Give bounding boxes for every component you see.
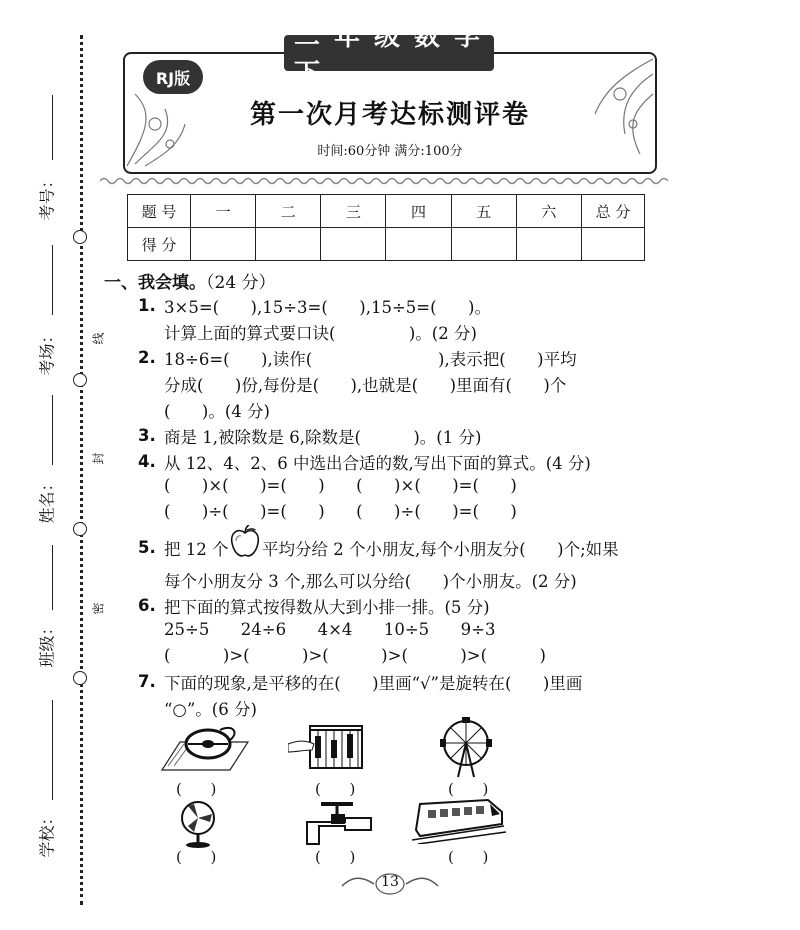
table-cell: 三: [321, 195, 386, 228]
page-number-ornament: [340, 870, 440, 898]
binding-hole: [73, 522, 87, 536]
q6-line-a: 把下面的算式按得数从大到小排一排。(5 分): [164, 598, 490, 617]
q5-line-a-pre: 把 12 个: [164, 540, 229, 559]
score-cell[interactable]: [582, 228, 645, 261]
seal-char-line: 线: [91, 332, 106, 345]
binding-hole: [73, 230, 87, 244]
score-cell[interactable]: [256, 228, 321, 261]
binding-dotted-line: [80, 35, 83, 905]
school-blank[interactable]: [52, 700, 53, 800]
name-label: 姓名：: [37, 475, 57, 524]
q6-line-b: 25÷5 24÷6 4×4 10÷5 9÷3: [164, 620, 496, 639]
score-cell[interactable]: [451, 228, 516, 261]
binding-hole: [73, 373, 87, 387]
table-cell: 五: [451, 195, 516, 228]
q5-number: 5.: [138, 538, 156, 557]
q2-line-a: 18÷6=( ),读作( ),表示把( )平均: [164, 350, 577, 369]
answer-paren[interactable]: ( ): [448, 848, 489, 866]
q2-line-c: ( )。(4 分): [164, 402, 270, 421]
score-cell[interactable]: [321, 228, 386, 261]
table-cell: 总 分: [582, 195, 645, 228]
table-cell: 得 分: [128, 228, 191, 261]
table-cell: 一: [191, 195, 256, 228]
table-cell: 六: [516, 195, 581, 228]
seal-char-seal: 封: [91, 452, 106, 465]
abacus-icon: [288, 722, 368, 772]
q6-line-c: ( )>( )>( )>( )>( ): [164, 646, 546, 665]
score-cell[interactable]: [516, 228, 581, 261]
section-title: 一、我会填。（24 分）: [104, 273, 276, 293]
steering-wheel-icon: [160, 722, 250, 774]
apple-icon: [230, 525, 260, 559]
table-cell: 二: [256, 195, 321, 228]
q4-line-a: 从 12、4、2、6 中选出合适的数,写出下面的算式。(4 分): [164, 454, 591, 473]
q7-line-b: “○”。(6 分): [164, 700, 257, 719]
q4-number: 4.: [138, 452, 156, 471]
answer-paren[interactable]: ( ): [448, 780, 489, 798]
school-label: 学校：: [37, 809, 57, 858]
q7-number: 7.: [138, 672, 156, 691]
table-cell: 四: [386, 195, 451, 228]
ferris-wheel-icon: [436, 717, 496, 779]
q1-number: 1.: [138, 296, 156, 315]
q2-line-b: 分成( )份,每份是( ),也就是( )里面有( )个: [164, 376, 567, 395]
q1-line-a: 3×5=( ),15÷3=( ),15÷5=( )。: [164, 298, 491, 317]
score-table-header-row: [128, 195, 645, 228]
q3-number: 3.: [138, 426, 156, 445]
score-table-score-row: [128, 228, 645, 261]
seal-char-close: 密: [91, 602, 106, 615]
q4-line-b: ( )×( )=( ) ( )×( )=( ): [164, 476, 517, 495]
class-blank[interactable]: [52, 545, 53, 610]
q6-number: 6.: [138, 596, 156, 615]
faucet-icon: [305, 800, 375, 850]
exam-room-label: 考场：: [37, 327, 57, 376]
train-icon: [408, 796, 508, 844]
edition-badge: RJ版: [143, 60, 203, 94]
answer-paren[interactable]: ( ): [315, 848, 356, 866]
score-cell[interactable]: [386, 228, 451, 261]
class-label: 班级：: [37, 619, 57, 668]
exam-info: 时间:60分钟 满分:100分: [317, 144, 463, 159]
grade-ribbon: [284, 22, 495, 89]
exam-number-label: 考号：: [37, 172, 57, 221]
q3-line: 商是 1,被除数是 6,除数是( )。(1 分): [164, 428, 482, 447]
q2-number: 2.: [138, 348, 156, 367]
answer-paren[interactable]: ( ): [176, 848, 217, 866]
binding-hole: [73, 671, 87, 685]
table-cell: 题 号: [128, 195, 191, 228]
score-cell[interactable]: [191, 228, 256, 261]
q4-line-c: ( )÷( )=( ) ( )÷( )=( ): [164, 502, 517, 521]
score-table: [127, 194, 645, 261]
q1-line-b: 计算上面的算式要口诀( )。(2 分): [164, 324, 477, 343]
page-number: 13: [381, 874, 399, 890]
answer-paren[interactable]: ( ): [315, 780, 356, 798]
grade-ribbon-text: 二年级数学下: [294, 22, 495, 89]
q5-line-b: 每个小朋友分 3 个,那么可以分给( )个小朋友。(2 分): [164, 572, 577, 591]
exam-room-blank[interactable]: [52, 245, 53, 315]
wavy-divider: [100, 176, 672, 186]
q5-line-a-post: 平均分给 2 个小朋友,每个小朋友分( )个;如果: [262, 540, 619, 559]
exam-number-blank[interactable]: [52, 95, 53, 160]
answer-paren[interactable]: ( ): [176, 780, 217, 798]
name-blank[interactable]: [52, 395, 53, 465]
page-title: 第一次月考达标测评卷: [249, 100, 530, 130]
q7-line-a: 下面的现象,是平移的在( )里画“√”是旋转在( )里画: [164, 674, 583, 693]
electric-fan-icon: [178, 800, 218, 848]
